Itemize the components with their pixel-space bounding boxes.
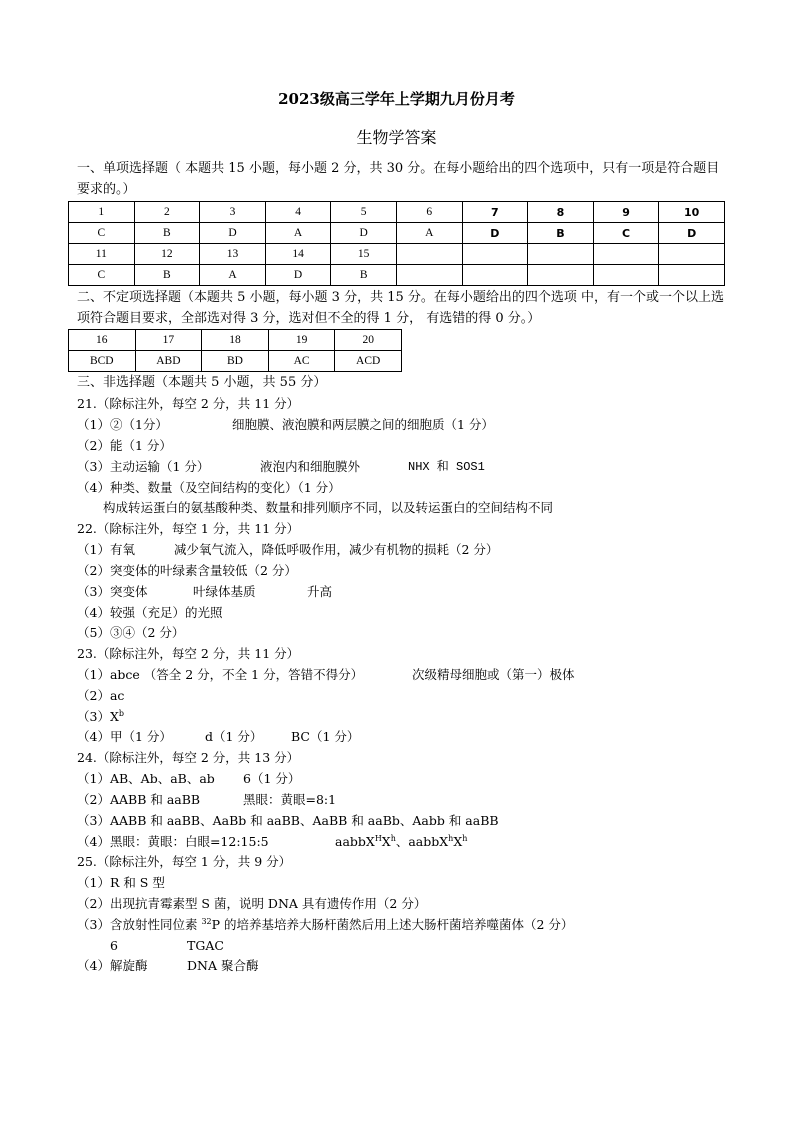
answer-text: P 的培养基培养大肠杆菌然后用上述大肠杆菌培养噬菌体（2 分） <box>211 917 574 932</box>
table-cell: C <box>69 223 135 244</box>
superscript: h <box>390 834 396 843</box>
q21-line2: （2）能（1 分） <box>77 438 172 453</box>
table-cell <box>396 265 462 286</box>
table-cell: D <box>200 223 266 244</box>
table-cell: 12 <box>134 244 200 265</box>
table-cell: D <box>659 223 725 244</box>
table-cell: BCD <box>69 351 136 372</box>
table-cell: 2 <box>134 202 200 223</box>
table-cell <box>528 265 594 286</box>
table-cell: 1 <box>69 202 135 223</box>
superscript: b <box>118 709 124 718</box>
answer-text: 减少氧气流入，降低呼吸作用，减少有机物的损耗（2 分） <box>174 542 499 557</box>
table-cell <box>593 265 659 286</box>
answer-text: 细胞膜、液泡膜和两层膜之间的细胞质（1 分） <box>232 417 494 432</box>
table-cell: 11 <box>69 244 135 265</box>
table-cell: A <box>200 265 266 286</box>
table-cell <box>659 244 725 265</box>
table-cell: 8 <box>528 202 594 223</box>
table-cell: 14 <box>265 244 331 265</box>
table-cell: D <box>265 265 331 286</box>
q22-line2: （2）突变体的叶绿素含量较低（2 分） <box>77 563 297 578</box>
answer-text: TGAC <box>187 938 224 953</box>
table-cell: 19 <box>268 330 335 351</box>
table-cell: B <box>331 265 397 286</box>
table-cell: 7 <box>462 202 528 223</box>
table-cell: 10 <box>659 202 725 223</box>
table-cell <box>462 244 528 265</box>
section2-heading: 二、不定项选择题（本题共 5 小题，每小题 3 分，共 15 分。在每小题给出的四个选项 中，有一个或一个以上选项符合题目要求，全部选对得 3 分，选对但不全的得 1 分， 有选错的得 0 分。） <box>77 290 725 326</box>
superscript: H <box>374 834 382 843</box>
q25-heading: 25.（除标注外，每空 1 分，共 9 分） <box>77 854 292 869</box>
table-cell: B <box>134 265 200 286</box>
table-row <box>69 202 725 223</box>
table-cell: 4 <box>265 202 331 223</box>
table-cell: 20 <box>335 330 402 351</box>
table-cell: 17 <box>135 330 202 351</box>
table-cell: B <box>528 223 594 244</box>
answer-text: （3）主动运输（1 分） <box>77 459 210 474</box>
table-cell <box>659 265 725 286</box>
superscript: h <box>462 834 468 843</box>
answer-text: （3）突变体 <box>77 584 148 599</box>
answer-text: X <box>381 834 391 849</box>
genotype-text <box>335 833 467 851</box>
table-row <box>69 351 402 372</box>
q24-line3: （3）AABB 和 aaBB、AaBb 和 aaBB、AaBB 和 aaBb、Aabb 和 aaBB <box>77 813 499 828</box>
table-cell: 18 <box>202 330 269 351</box>
table-cell: 3 <box>200 202 266 223</box>
q23-line2: （2）ac <box>77 688 125 703</box>
table-cell <box>593 244 659 265</box>
answer-text: 黑眼：黄眼=8:1 <box>243 792 337 807</box>
q21-line4: （4）种类、数量（及空间结构的变化）（1 分） <box>77 480 341 495</box>
q25-line2: （2）出现抗青霉素型 S 菌，说明 DNA 具有遗传作用（2 分） <box>77 896 427 911</box>
table-cell: ACD <box>335 351 402 372</box>
q21-heading: 21.（除标注外，每空 2 分，共 11 分） <box>77 396 300 411</box>
page-title: 2023级高三学年上学期九月份月考 <box>278 90 515 108</box>
answer-text: BC（1 分） <box>291 729 360 744</box>
answer-text: d（1 分） <box>205 729 263 744</box>
table-cell: AC <box>268 351 335 372</box>
answer-text: DNA 聚合酶 <box>187 958 259 973</box>
section3-heading: 三、非选择题（本题共 5 小题，共 55 分） <box>77 375 327 390</box>
table-cell <box>462 265 528 286</box>
table-cell: 6 <box>396 202 462 223</box>
answer-text: aabbX <box>335 834 375 849</box>
table-row <box>69 244 725 265</box>
q23-heading: 23.（除标注外，每空 2 分，共 11 分） <box>77 646 300 661</box>
answer-text: （1）abce （答全 2 分，不全 1 分，答错不得分） <box>77 667 364 682</box>
answer-text: 升高 <box>307 584 333 599</box>
q23-line3 <box>77 708 124 726</box>
answer-text: （4）黑眼：黄眼：白眼=12:15:5 <box>77 834 269 849</box>
q22-line4: （4）较强（充足）的光照 <box>77 605 223 620</box>
answer-text: （3）含放射性同位素 <box>77 917 202 932</box>
table-cell: D <box>331 223 397 244</box>
table-row <box>69 265 725 286</box>
q24-heading: 24.（除标注外，每空 2 分，共 13 分） <box>77 750 300 765</box>
answer-text: （4）甲（1 分） <box>77 729 172 744</box>
table-cell: BD <box>202 351 269 372</box>
table-cell: A <box>265 223 331 244</box>
answer-text: 液泡内和细胞膜外 <box>260 459 361 474</box>
answer-text: （1）AB、Ab、aB、ab <box>77 771 215 786</box>
answer-text: 次级精母细胞或（第一）极体 <box>412 667 575 682</box>
section1-heading: 一、单项选择题（ 本题共 15 小题，每小题 2 分，共 30 分。在每小题给出的四个选项中，只有一项是符合题目要求的。） <box>77 161 720 197</box>
answer-text: NHX 和 SOS1 <box>408 460 485 474</box>
table-cell: 15 <box>331 244 397 265</box>
table-cell <box>528 244 594 265</box>
table-cell: 9 <box>593 202 659 223</box>
q22-heading: 22.（除标注外，每空 1 分，共 11 分） <box>77 521 300 536</box>
table-cell <box>396 244 462 265</box>
q22-line5: （5）③④（2 分） <box>77 625 185 640</box>
table-cell: 16 <box>69 330 136 351</box>
page-subtitle: 生物学答案 <box>356 128 437 147</box>
superscript: h <box>448 834 454 843</box>
multi-choice-table <box>68 329 402 372</box>
answer-text: （2）AABB 和 aaBB <box>77 792 201 807</box>
table-row <box>69 223 725 244</box>
table-cell: C <box>69 265 135 286</box>
answer-text: 、aabbX <box>395 834 449 849</box>
answer-text: 叶绿体基质 <box>193 584 256 599</box>
table-cell: ABD <box>135 351 202 372</box>
answer-text: （3）X <box>77 709 119 724</box>
answer-text: 6（1 分） <box>243 771 301 786</box>
answer-text: （1）有氧 <box>77 542 135 557</box>
table-cell: 13 <box>200 244 266 265</box>
answer-text: （4）解旋酶 <box>77 958 148 973</box>
q25-line1: （1）R 和 S 型 <box>77 875 165 890</box>
table-cell: D <box>462 223 528 244</box>
answer-text: X <box>453 834 463 849</box>
table-cell: C <box>593 223 659 244</box>
answer-text: （1）②（1分） <box>77 417 168 432</box>
table-row <box>69 330 402 351</box>
superscript: 32 <box>201 917 212 926</box>
q21-line5: 构成转运蛋白的氨基酸种类、数量和排列顺序不同，以及转运蛋白的空间结构不同 <box>103 500 554 515</box>
answer-text: 6 <box>110 938 118 953</box>
table-cell: 5 <box>331 202 397 223</box>
q25-line3 <box>77 916 573 934</box>
table-cell: A <box>396 223 462 244</box>
single-choice-table <box>68 201 725 286</box>
table-cell: B <box>134 223 200 244</box>
